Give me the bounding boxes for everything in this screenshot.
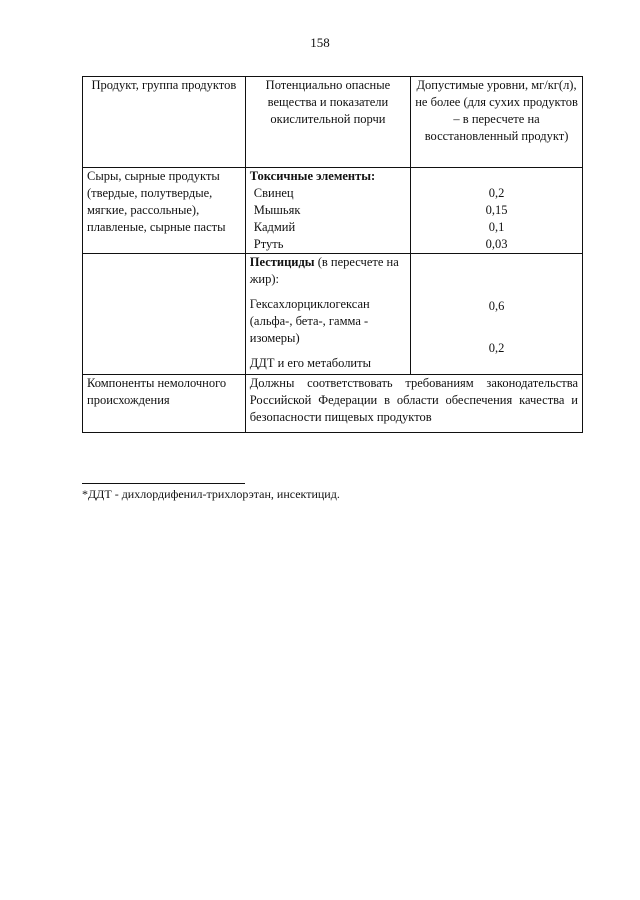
- table-row: [83, 375, 583, 433]
- level-value: 0,03: [485, 237, 508, 251]
- substance-name: ДДТ и его метаболиты: [249, 356, 371, 370]
- page-number: 158: [310, 35, 330, 50]
- toxic-elements-heading: Токсичные элементы:: [249, 169, 376, 183]
- row1-product: Сыры, сырные продукты (твердые, полутвердые, мягкие, рассольные), плавленые, сырные пасты: [83, 168, 246, 254]
- substance-name: Гексахлорциклогексан (альфа-, бета-, гамма - изомеры): [249, 297, 370, 345]
- row2-levels: [411, 254, 583, 375]
- substance-name: Свинец: [253, 186, 294, 200]
- pesticides-note: (в пересчете на жир):: [249, 255, 399, 286]
- pesticides-title: Пестициды: [249, 255, 315, 269]
- row2-product: [83, 254, 246, 375]
- header-product: Продукт, группа продуктов: [83, 77, 246, 168]
- row3-product: Компоненты немолочного происхождения: [83, 375, 246, 433]
- header-substances: Потенциально опасные вещества и показатели окислительной порчи: [245, 77, 410, 168]
- substance-name: Ртуть: [253, 237, 284, 251]
- level-value: 0,15: [485, 203, 508, 217]
- footnote-divider: [82, 483, 245, 484]
- level-value: 0,1: [488, 220, 505, 234]
- substance-name: Мышьяк: [253, 203, 301, 217]
- header-levels: Допустимые уровни, мг/кг(л), не более (для сухих продуктов – в пересчете на восстановленный продукт): [411, 77, 583, 168]
- footnote: *ДДТ - дихлордифенил-трихлорэтан, инсектицид.: [82, 487, 340, 501]
- row1-levels: [411, 168, 583, 254]
- level-value: 0,2: [488, 341, 505, 355]
- substance-name: Кадмий: [253, 220, 296, 234]
- level-value: 0,2: [488, 186, 505, 200]
- pesticides-heading: [250, 254, 406, 288]
- row2-substances: [245, 254, 410, 375]
- row1-substances: [245, 168, 410, 254]
- table-header-row: [83, 77, 583, 168]
- table-row: [83, 168, 583, 254]
- row3-requirement: Должны соответствовать требованиям законодательства Российской Федерации в области обеспечения качества и безопасности пищевых продуктов: [245, 375, 582, 433]
- level-value: 0,6: [488, 299, 505, 313]
- table-row: [83, 254, 583, 375]
- norms-table: [82, 76, 583, 433]
